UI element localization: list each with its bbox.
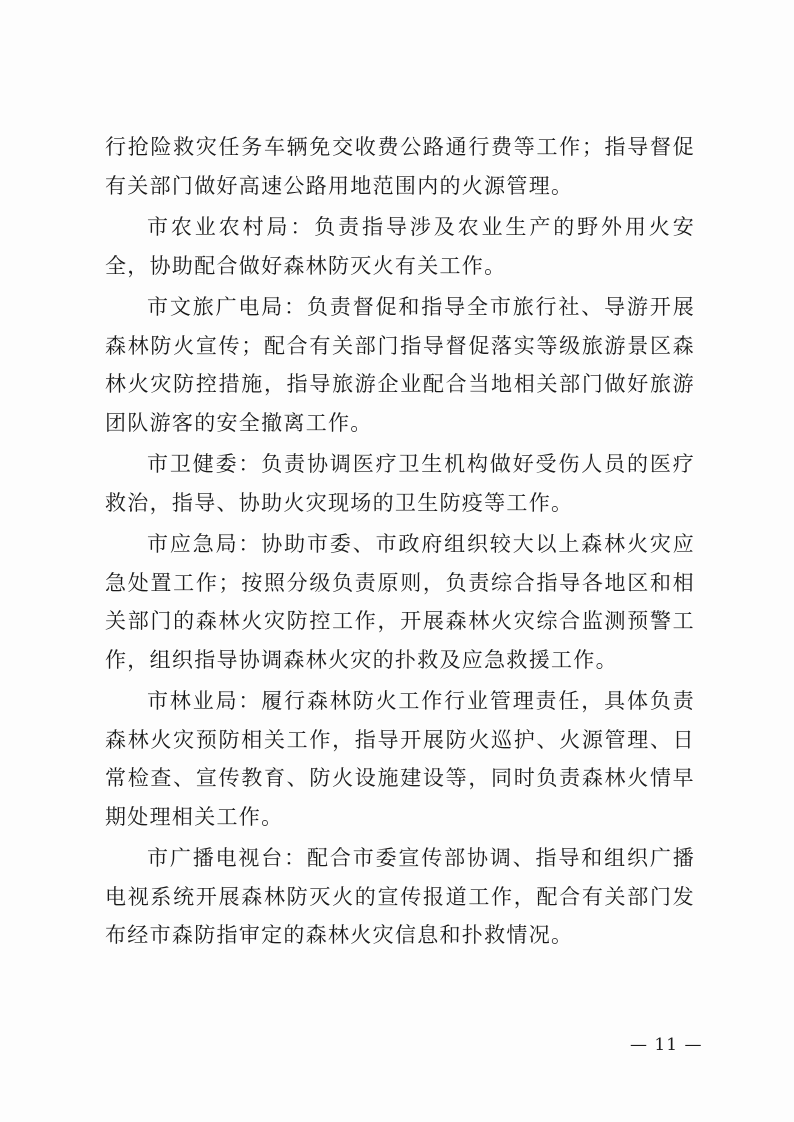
- body-text: [105, 128, 695, 958]
- page-number: — 11 —: [630, 1035, 703, 1055]
- paragraph-continuation: 行抢险救灾任务车辆免交收费公路通行费等工作；指导督促有关部门做好高速公路用地范围内的火源管理。: [105, 135, 695, 198]
- paragraph-health-commission: 市卫健委：负责协调医疗卫生机构做好受伤人员的医疗救治，指导、协助火灾现场的卫生防疫等工作。: [105, 452, 695, 515]
- paragraph-agriculture-bureau: 市农业农村局：负责指导涉及农业生产的野外用火安全，协助配合做好森林防灭火有关工作。: [105, 215, 695, 278]
- paragraph-culture-tourism-bureau: 市文旅广电局：负责督促和指导全市旅行社、导游开展森林防火宣传；配合有关部门指导督促落实等级旅游景区森林火灾防控措施，指导旅游企业配合当地相关部门做好旅游团队游客的安全撤离工作。: [105, 295, 695, 435]
- paragraph-forestry-bureau: 市林业局：履行森林防火工作行业管理责任，具体负责森林火灾预防相关工作，指导开展防火巡护、火源管理、日常检查、宣传教育、防火设施建设等，同时负责森林火情早期处理相关工作。: [105, 689, 695, 829]
- paragraph-broadcast-station: 市广播电视台：配合市委宣传部协调、指导和组织广播电视系统开展森林防灭火的宣传报道工作，配合有关部门发布经市森防指审定的森林火灾信息和扑救情况。: [105, 846, 695, 947]
- paragraph-emergency-bureau: 市应急局：协助市委、市政府组织较大以上森林火灾应急处置工作；按照分级负责原则，负责综合指导各地区和相关部门的森林火灾防控工作，开展森林火灾综合监测预警工作，组织指导协调森林火灾的扑救及应急救援工作。: [105, 532, 695, 672]
